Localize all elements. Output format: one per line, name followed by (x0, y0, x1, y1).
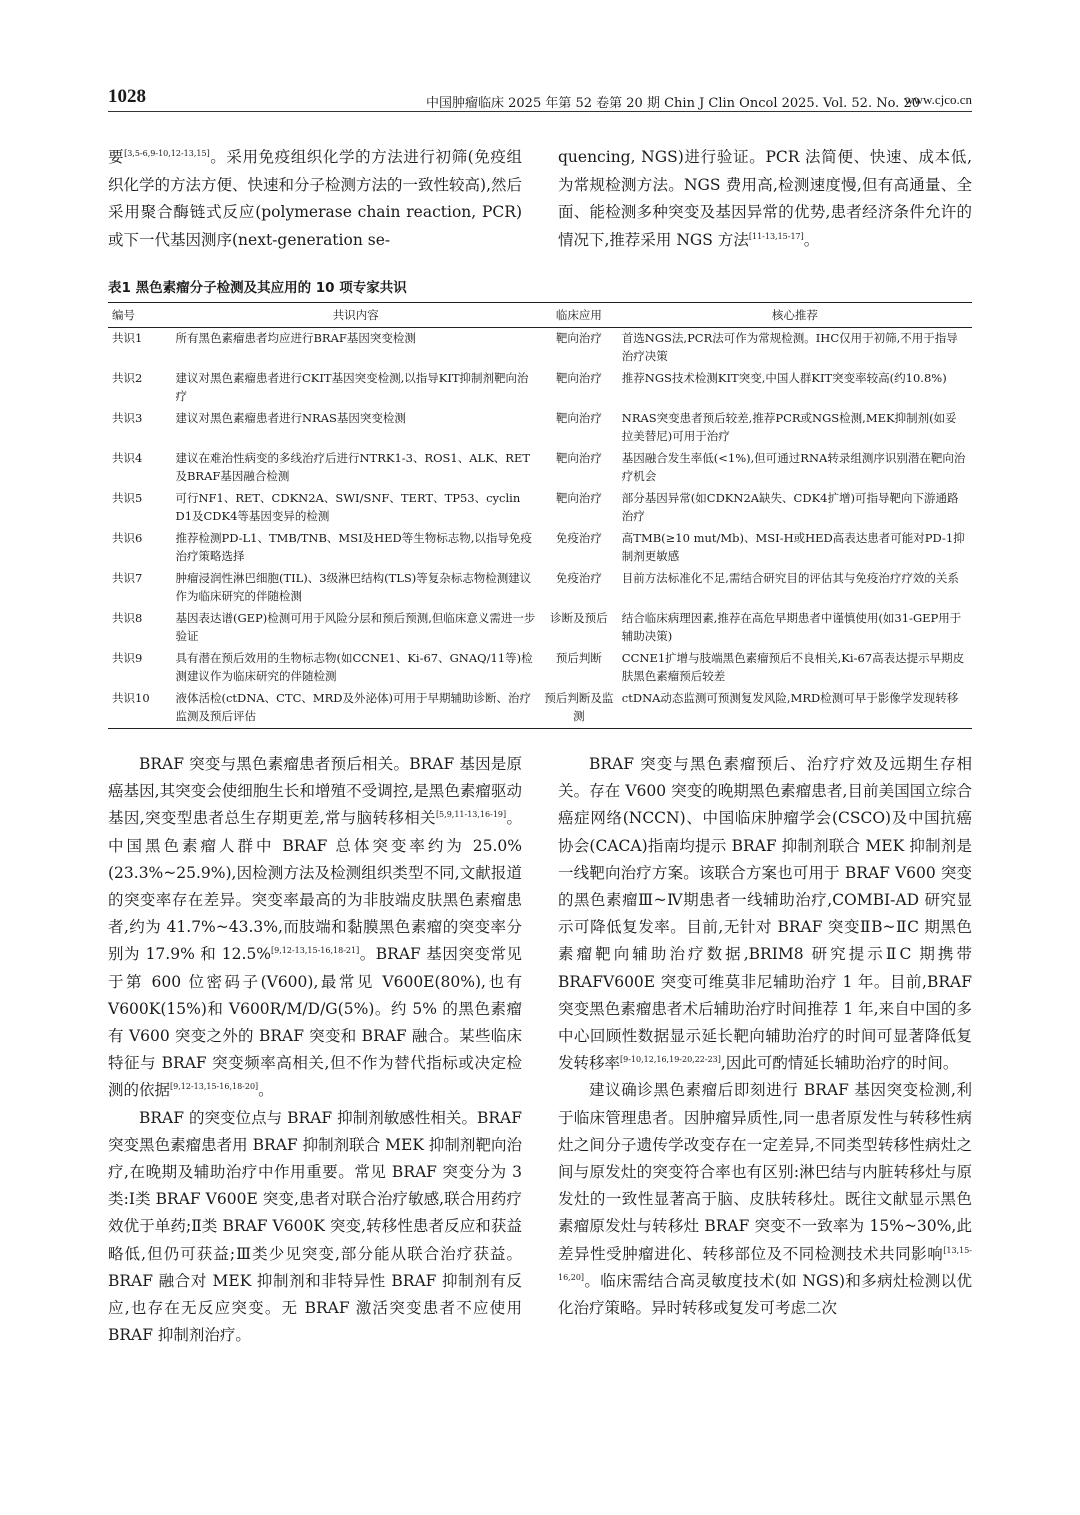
text-run: quencing, NGS)进行验证。PCR 法简便、快速、成本低,为常规检测方法。NGS 费用高,检测速度慢,但有高通量、全面、能检测多种突变及基因异常的优势,患者经济条件允许的情况下,推荐采用 NGS 方法 (558, 148, 972, 249)
text-run: 。 (258, 1081, 274, 1100)
row-application: 靶向治疗 (555, 371, 602, 385)
row-recommendation: 推荐NGS技术检测KIT突变,中国人群KIT突变率较高(约10.8%) (621, 371, 947, 385)
table-row (108, 688, 972, 729)
row-recommendation: ctDNA动态监测可预测复发风险,MRD检测可早于影像学发现转移 (621, 691, 959, 705)
row-content: 所有黑色素瘤患者均应进行BRAF基因突变检测 (175, 331, 416, 345)
table-row (108, 488, 972, 528)
row-recommendation: 首选NGS法,PCR法可作为常规检测。IHC仅用于初筛,不用于指导治疗决策 (621, 331, 958, 363)
row-recommendation: 高TMB(≥10 mut/Mb)、MSI-H或HED高表达患者可能对PD-1抑制剂更敏感 (621, 531, 965, 563)
table-row (108, 408, 972, 448)
row-application: 靶向治疗 (555, 491, 602, 505)
row-id: 共识8 (112, 611, 143, 625)
row-recommendation: 基因融合发生率低(<1%),但可通过RNA转录组测序识别潜在靶向治疗机会 (621, 451, 966, 483)
text-run: 要 (108, 148, 125, 166)
col-header-id: 编号 (112, 308, 135, 322)
row-id: 共识2 (112, 371, 143, 385)
row-application: 免疫治疗 (555, 531, 602, 545)
page-number: 1028 (108, 86, 146, 107)
row-application: 免疫治疗 (555, 571, 602, 585)
intro-section (108, 144, 972, 262)
table-row (108, 568, 972, 608)
paragraph-braf-testing (558, 1077, 972, 1322)
row-recommendation: 目前方法标准化不足,需结合研究目的评估其与免疫治疗疗效的关系 (621, 571, 959, 585)
paragraph-braf-sensitivity: BRAF 的突变位点与 BRAF 抑制剂敏感性相关。BRAF 突变黑色素瘤患者用 BRAF 抑制剂联合 MEK 抑制剂靶向治疗,在晚期及辅助治疗中作用重要。常见 BRAF 突变分为 3 类:Ⅰ类 BRAF V600E 突变,患者对联合治疗敏感,联合用药疗效优于单药;Ⅱ类 BRAF V600K 突变,转移性患者反应和获益略低,但仍可获益;Ⅲ类少见突变,部分能从联合治疗获益。BRAF 融合对 MEK 抑制剂和非特异性 BRAF 抑制剂有反应,也存在无反应突变。无 BRAF 激活突变患者不应使用 BRAF 抑制剂治疗。 (108, 1108, 522, 1345)
row-content: 液体活检(ctDNA、CTC、MRD及外泌体)可用于早期辅助诊断、治疗监测及预后评估 (175, 691, 532, 723)
paragraph-braf-prognosis (108, 751, 522, 1105)
row-content: 建议在难治性病变的多线治疗后进行NTRK1-3、ROS1、ALK、RET及BRAF基因融合检测 (175, 451, 531, 483)
col-header-recommendation: 核心推荐 (771, 308, 818, 322)
citation-ref: [3,5-6,9-10,12-13,15] (124, 149, 210, 158)
row-id: 共识4 (112, 451, 143, 465)
page-header (108, 86, 972, 114)
row-recommendation: CCNE1扩增与肢端黑色素瘤预后不良相关,Ki-67高表达提示早期皮肤黑色素瘤预后较差 (621, 651, 965, 683)
row-application: 靶向治疗 (555, 411, 602, 425)
row-application: 诊断及预后 (550, 611, 608, 625)
row-content: 建议对黑色素瘤患者进行CKIT基因突变检测,以指导KIT抑制剂靶向治疗 (175, 371, 529, 403)
text-run: ,因此可酌情延长辅助治疗的时间。 (720, 1054, 959, 1073)
row-id: 共识3 (112, 411, 143, 425)
table-header-row (108, 303, 972, 328)
row-recommendation: 部分基因异常(如CDKN2A缺失、CDK4扩增)可指导靶向下游通路治疗 (621, 491, 959, 523)
table-row (108, 448, 972, 488)
text-run: 。中国黑色素瘤人群中 BRAF 总体突变率约为 25.0%(23.3%~25.9%),因检测方法及检测组织类型不同,文献报道的突变率存在差异。突变率最高的为非肢端皮肤黑色素瘤患者,约为 41.7%~43.3%,而肢端和黏膜黑色素瘤的突变率分别为 17.9% 和 12.5% (108, 809, 522, 964)
consensus-table (108, 302, 972, 729)
body-left-column (108, 751, 522, 1349)
table-row (108, 368, 972, 408)
row-content: 推荐检测PD-L1、TMB/TNB、MSI及HED等生物标志物,以指导免疫治疗策略选择 (175, 531, 532, 563)
row-id: 共识1 (112, 331, 143, 345)
text-run: 。BRAF 基因突变常见于第 600 位密码子(V600),最常见 V600E(80%),也有 V600K(15%)和 V600R/M/D/G(5%)。约 5% 的黑色素瘤有 V600 突变之外的 BRAF 突变和 BRAF 融合。某些临床特征与 BRAF 突变频率高相关,但不作为替代指标或决定检测的依据 (108, 945, 523, 1100)
text-run: 建议确诊黑色素瘤后即刻进行 BRAF 基因突变检测,利于临床管理患者。因肿瘤异质性,同一患者原发性与转移性病灶之间分子遗传学改变存在一定差异,不同类型转移性病灶之间与原发灶的突变符合率也有区别:淋巴结与内脏转移灶与原发灶的一致性显著高于脑、皮肤转移灶。既往文献显示黑色素瘤原发灶与转移灶 BRAF 突变不一致率为 15%~30%,此差异性受肿瘤进化、转移部位及不同检测技术共同影响 (558, 1081, 972, 1263)
text-run: BRAF 突变与黑色素瘤预后、治疗疗效及远期生存相关。存在 V600 突变的晚期黑色素瘤患者,目前美国国立综合癌症网络(NCCN)、中国临床肿瘤学会(CSCO)及中国抗癌协会(CACA)指南均提示 BRAF 抑制剂联合 MEK 抑制剂是一线靶向治疗方案。该联合方案也可用于 BRAF V600 突变的黑色素瘤Ⅲ~Ⅳ期患者一线辅助治疗,COMBI-AD 研究显示可降低复发率。目前,无针对 BRAF 突变ⅡB~ⅡC 期黑色素瘤靶向辅助治疗数据,BRIM8 研究提示ⅡC 期携带 BRAFV600E 突变可维莫非尼辅助治疗 1 年。目前,BRAF 突变黑色素瘤患者术后辅助治疗时间推荐 1 年,来自中国的多中心回顾性数据显示延长靶向辅助治疗的时间可显著降低复发转移率 (558, 755, 972, 1073)
row-recommendation: NRAS突变患者预后较差,推荐PCR或NGS检测,MEK抑制剂(如妥拉美替尼)可用于治疗 (621, 411, 957, 443)
row-content: 可行NF1、RET、CDKN2A、SWI/SNF、TERT、TP53、cyclin D1及CDK4等基因变异的检测 (175, 491, 521, 523)
row-application: 靶向治疗 (555, 331, 602, 345)
text-run: 。临床需结合高灵敏度技术(如 NGS)和多病灶检测以优化治疗策略。异时转移或复发可考虑二次 (558, 1271, 972, 1318)
row-application: 预后判断 (555, 651, 602, 665)
header-rule (108, 111, 972, 112)
col-header-content: 共识内容 (332, 308, 379, 322)
table-row (108, 648, 972, 688)
row-id: 共识5 (112, 491, 143, 505)
citation-ref: [13,15-16,20] (558, 1245, 972, 1282)
paragraph-braf-treatment (558, 751, 972, 1077)
intro-left-paragraph (108, 144, 522, 254)
intro-left-column (108, 144, 522, 254)
intro-right-column (558, 144, 972, 254)
row-content: 具有潜在预后效用的生物标志物(如CCNE1、Ki-67、GNAQ/11等)检测建议作为临床研究的伴随检测 (175, 651, 533, 683)
body-right-column (558, 751, 972, 1322)
journal-website: www.cjco.cn (904, 92, 972, 107)
intro-right-paragraph (558, 144, 972, 254)
text-run: BRAF 突变与黑色素瘤患者预后相关。BRAF 基因是原癌基因,其突变会使细胞生长和增殖不受调控,是黑色素瘤驱动基因,突变型患者总生存期更差,常与脑转移相关 (108, 755, 522, 828)
citation-ref: [5,9,11-13,16-19] (435, 810, 507, 820)
consensus-table-wrap (108, 302, 972, 729)
table-row (108, 328, 972, 369)
citation-ref: [11-13,15-17] (748, 231, 804, 241)
row-id: 共识10 (112, 691, 150, 705)
row-application: 预后判断及监测 (544, 691, 614, 723)
journal-citation: 中国肿瘤临床 2025 年第 52 卷第 20 期 Chin J Clin Oncol 2025. Vol. 52. No. 20 (426, 96, 920, 111)
row-id: 共识7 (112, 571, 143, 585)
table-caption: 表1 黑色素瘤分子检测及其应用的 10 项专家共识 (108, 280, 407, 296)
citation-ref: [9,12-13,15-16,18-21] (271, 946, 360, 956)
col-header-application: 临床应用 (555, 308, 602, 322)
row-id: 共识9 (112, 651, 143, 665)
citation-ref: [9-10,12,16,19-20,22-23] (620, 1055, 721, 1065)
body-section (108, 751, 972, 1441)
row-id: 共识6 (112, 531, 143, 545)
text-run: 。 (803, 230, 820, 249)
row-content: 基因表达谱(GEP)检测可用于风险分层和预后预测,但临床意义需进一步验证 (175, 611, 536, 643)
table-row (108, 528, 972, 568)
row-recommendation: 结合临床病理因素,推荐在高危早期患者中谨慎使用(如31-GEP用于辅助决策) (621, 611, 962, 643)
table-row (108, 608, 972, 648)
row-content: 肿瘤浸润性淋巴细胞(TIL)、3级淋巴结构(TLS)等复杂标志物检测建议作为临床研究的伴随检测 (175, 571, 532, 603)
row-content: 建议对黑色素瘤患者进行NRAS基因突变检测 (175, 411, 406, 425)
citation-ref: [9,12-13,15-16,18-20] (170, 1082, 259, 1092)
row-application: 靶向治疗 (555, 451, 602, 465)
text-run: 。采用免疫组织化学的方法进行初筛(免疫组织化学的方法方便、快速和分子检测方法的一致性较高),然后采用聚合酶链式反应(polymerase chain reaction, PCR)或下一代基因测序(next-generation se- (108, 148, 522, 249)
